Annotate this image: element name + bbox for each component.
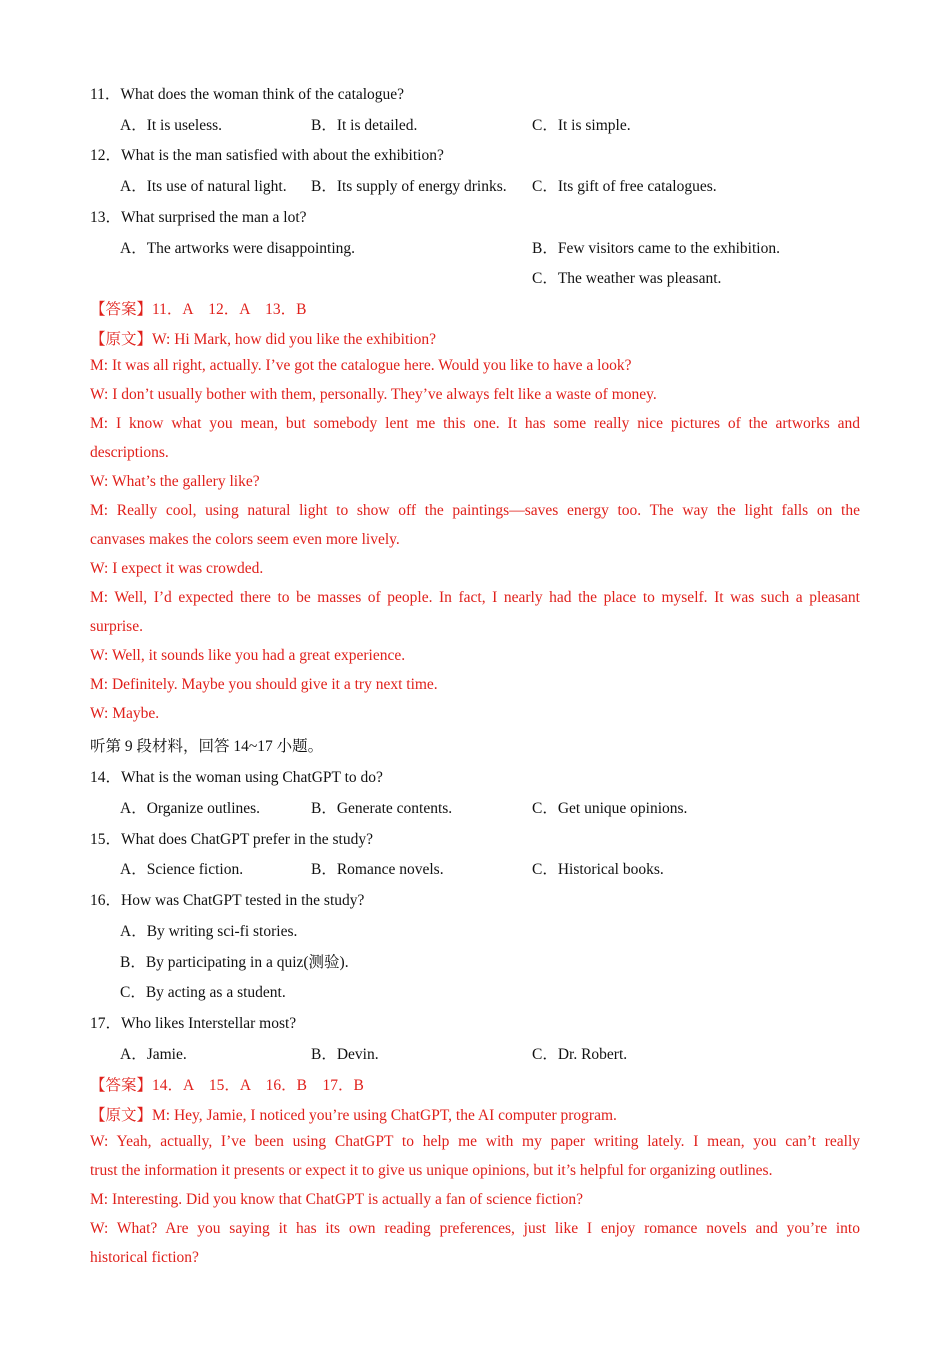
question-14-stem: 14．What is the woman using ChatGPT to do? [90,769,383,786]
question-11-option-c: C．It is simple. [532,117,631,134]
transcript-line: M: I know what you mean, but somebody lent me this one. It has some really nice pictures of the artworks and [90,415,860,432]
transcript-line: M: It was all right, actually. I’ve got the catalogue here. Would you like to have a look? [90,357,632,374]
transcript-line: 【原文】M: Hey, Jamie, I noticed you’re using ChatGPT, the AI computer program. [90,1107,617,1124]
question-17-stem: 17．Who likes Interstellar most? [90,1015,297,1032]
answer-key-14-17: 【答案】14．A 15．A 16．B 17．B [90,1077,364,1094]
question-11-stem: 11．What does the woman think of the catalogue? [90,86,405,103]
question-16-option-c: C．By acting as a student. [120,984,286,1001]
question-17-option-b: B．Devin. [311,1046,379,1063]
question-15-option-a: A．Science fiction. [120,861,244,878]
transcript-line: W: I expect it was crowded. [90,560,264,577]
question-12-option-c: C．Its gift of free catalogues. [532,178,717,195]
question-16-option-a: A．By writing sci-fi stories. [120,923,298,940]
question-11-option-a: A．It is useless. [120,117,223,134]
answer-key-11-13: 【答案】11．A 12．A 13．B [90,301,307,318]
transcript-line: M: Well, I’d expected there to be masses of people. In fact, I nearly had the place to myself. It was such a pleasant [90,589,860,606]
transcript-line: trust the information it presents or expect it to give us unique opinions, but it’s helpful for organizing outlines. [90,1162,773,1179]
transcript-line: canvases makes the colors seem even more lively. [90,531,400,548]
transcript-line: descriptions. [90,444,169,461]
transcript-line: M: Really cool, using natural light to show off the paintings—saves energy too. The way the light falls on the [90,502,860,519]
question-12-option-a: A．Its use of natural light. [120,178,287,195]
transcript-line: 【原文】W: Hi Mark, how did you like the exhibition? [90,331,436,348]
question-11-option-b: B．It is detailed. [311,117,418,134]
question-17-option-c: C．Dr. Robert. [532,1046,628,1063]
transcript-line: M: Definitely. Maybe you should give it a try next time. [90,676,438,693]
transcript-line: W: What’s the gallery like? [90,473,260,490]
question-14-option-b: B．Generate contents. [311,800,453,817]
transcript-line: W: Maybe. [90,705,160,722]
question-14-option-a: A．Organize outlines. [120,800,261,817]
question-15-option-b: B．Romance novels. [311,861,444,878]
transcript-line: M: Interesting. Did you know that ChatGPT is actually a fan of science fiction? [90,1191,584,1208]
question-13-option-c: C．The weather was pleasant. [532,270,722,287]
transcript-line: historical fiction? [90,1249,199,1266]
question-14-option-c: C．Get unique opinions. [532,800,688,817]
question-16-option-b: B．By participating in a quiz(测验). [120,954,349,971]
question-12-stem: 12．What is the man satisfied with about the exhibition? [90,147,444,164]
transcript-line: W: Well, it sounds like you had a great experience. [90,647,406,664]
question-15-stem: 15．What does ChatGPT prefer in the study? [90,831,373,848]
question-13-option-b: B．Few visitors came to the exhibition. [532,240,780,257]
question-16-stem: 16．How was ChatGPT tested in the study? [90,892,365,909]
question-15-option-c: C．Historical books. [532,861,664,878]
transcript-line: W: Yeah, actually, I’ve been using ChatGPT to help me with my paper writing lately. I mean, you can’t really [90,1133,860,1150]
transcript-line: surprise. [90,618,143,635]
question-13-stem: 13．What surprised the man a lot? [90,209,307,226]
transcript-line: W: What? Are you saying it has its own reading preferences, just like I enjoy romance novels and you’re into [90,1220,860,1237]
transcript-line: W: I don’t usually bother with them, personally. They’ve always felt like a waste of money. [90,386,657,403]
question-12-option-b: B．Its supply of energy drinks. [311,178,507,195]
question-13-option-a: A．The artworks were disappointing. [120,240,356,257]
section-heading: 听第 9 段材料，回答 14~17 小题。 [90,738,324,755]
question-17-option-a: A．Jamie. [120,1046,187,1063]
